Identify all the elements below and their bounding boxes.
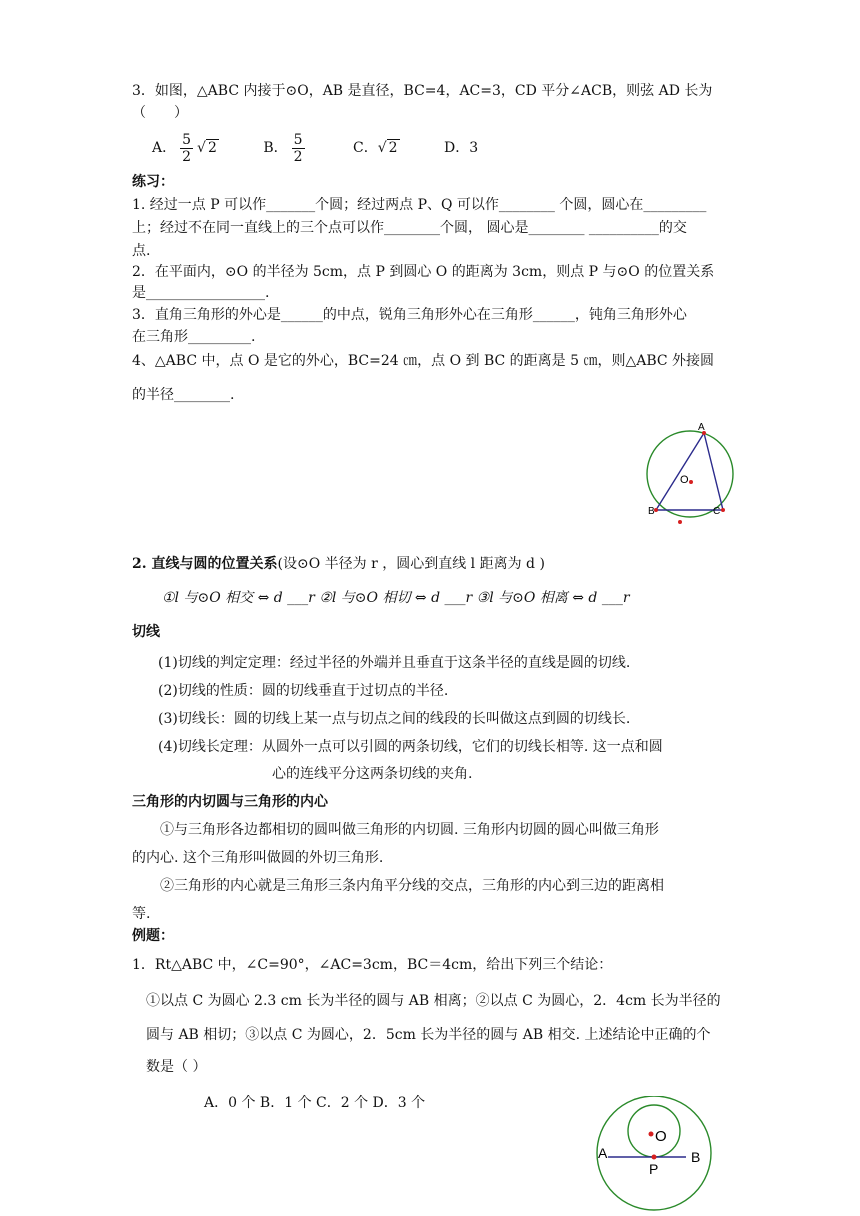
practice-1-line1: 1. 经过一点 P 可以作_______个圆；经过两点 P、Q 可以作________ 个圆，圆心在_________: [132, 197, 707, 213]
example-heading: 例题：: [132, 928, 174, 944]
q3-line1: 3．如图，△ABC 内接于⊙O，AB 是直径，BC=4，AC=3，CD 平分∠ACB，则弦 AD 长为: [132, 83, 713, 99]
example-line4: 数是（ ）: [146, 1059, 207, 1075]
vertex-c-point: [721, 508, 725, 512]
line-circle-relations: ①l 与⊙O 相交 ⇔ d ___r ②l 与⊙O 相切 ⇔ d ___r ③l 与⊙O 相离 ⇔ d ___r: [162, 590, 630, 606]
section2-heading: [132, 554, 545, 574]
tangent-item-2: (2)切线的性质：圆的切线垂直于过切点的半径.: [158, 683, 449, 699]
center-point: [689, 480, 693, 484]
label-p: P: [649, 1161, 659, 1177]
practice-1-line2: 上；经过不在同一直线上的三个点可以作________个圆， 圆心是________ __________的交: [132, 220, 687, 236]
triangle-abc: [656, 433, 723, 510]
incircle-item-1-line2: 的内心. 这个三角形叫做圆的外切三角形.: [132, 850, 384, 866]
practice-3-line1: 3．直角三角形的外心是______的中点，锐角三角形外心在三角形______，钝角三角形外心: [132, 307, 687, 323]
example-line2: ①以点 C 为圆心 2.3 cm 长为半径的圆与 AB 相离；②以点 C 为圆心，2．4cm 长为半径的: [146, 993, 721, 1009]
tangent-item-4-line1: (4)切线长定理：从圆外一点可以引圆的两条切线，它们的切线长相等. 这一点和圆: [158, 739, 663, 755]
arc-point: [678, 520, 682, 524]
practice-2-line1: 2．在平面内，⊙O 的半径为 5cm，点 P 到圆心 O 的距离为 3cm，则点 P 与⊙O 的位置关系: [132, 264, 715, 280]
q3-option-b: B． $\frac{5}{2}$: [263, 131, 303, 165]
incircle-heading: 三角形的内切圆与三角形的内心: [132, 794, 328, 810]
section2-title: 2. 直线与圆的位置关系: [132, 556, 278, 572]
label-o: O: [655, 1128, 667, 1145]
example-options: A．0 个 B．1 个 C．2 个 D．3 个: [204, 1095, 426, 1111]
section2-paren: (设⊙O 半径为 r ，圆心到直线 l 距离为 d ): [277, 556, 545, 572]
sqrt: √ 2: [197, 140, 217, 156]
example-line3: 圆与 AB 相切；③以点 C 为圆心，2．5cm 长为半径的圆与 AB 相交. 上述结论中正确的个: [146, 1027, 711, 1043]
incircle-item-1-line1: ①与三角形各边都相切的圆叫做三角形的内切圆. 三角形内切圆的圆心叫做三角形: [160, 822, 659, 838]
label-b: B: [691, 1149, 701, 1165]
tangent-heading: 切线: [132, 624, 160, 640]
concentric-circles-figure: [594, 1096, 716, 1212]
practice-1-line3: 点.: [132, 243, 151, 259]
tangent-item-4-line2: 心的连线平分这两条切线的夹角.: [272, 766, 473, 782]
q3-option-a: A． $\frac{5}{2}$ √ 2: [152, 126, 219, 170]
q3-line2: （ ）: [132, 105, 188, 121]
label-c: C: [713, 506, 721, 517]
fraction: $\frac{5}{2}$: [182, 131, 192, 165]
practice-2-line2: 是_________________.: [132, 285, 270, 301]
label-a: A: [598, 1145, 608, 1161]
incircle-item-2-line1: ②三角形的内心就是三角形三条内角平分线的交点，三角形的内心到三边的距离相: [160, 878, 664, 894]
inner-circle: [628, 1105, 680, 1157]
label-o: O: [680, 474, 689, 486]
tangent-item-3: (3)切线长：圆的切线上某一点与切点之间的线段的长叫做这点到圆的切线长.: [158, 711, 631, 727]
q3-options: [152, 126, 518, 170]
q3-option-d: D．3: [444, 140, 479, 156]
sqrt: √ 2: [377, 140, 398, 156]
tangent-item-1: (1)切线的判定定理：经过半径的外端并且垂直于这条半径的直线是圆的切线.: [158, 655, 631, 671]
practice-4-line2: 的半径________.: [132, 387, 235, 403]
example-line1: 1．Rt△ABC 中，∠C=90°，∠AC=3cm，BC＝4cm，给出下列三个结论：: [132, 957, 613, 973]
practice-4-line1: 4、△ABC 中，点 O 是它的外心，BC=24 ㎝，点 O 到 BC 的距离是 5 ㎝，则△ABC 外接圆: [132, 353, 715, 369]
practice-heading: 练习：: [132, 174, 174, 190]
tangent-point-p: [652, 1155, 657, 1160]
incircle-item-2-line2: 等.: [132, 906, 151, 922]
practice-3-line2: 在三角形_________.: [132, 329, 256, 345]
center-o-point: [649, 1132, 654, 1137]
label-b: B: [648, 506, 655, 517]
q3-option-c: C．√ 2: [353, 126, 400, 170]
label-a: A: [698, 422, 705, 433]
fraction: $\frac{5}{2}$: [293, 131, 303, 165]
circumcircle-figure: [636, 422, 746, 532]
